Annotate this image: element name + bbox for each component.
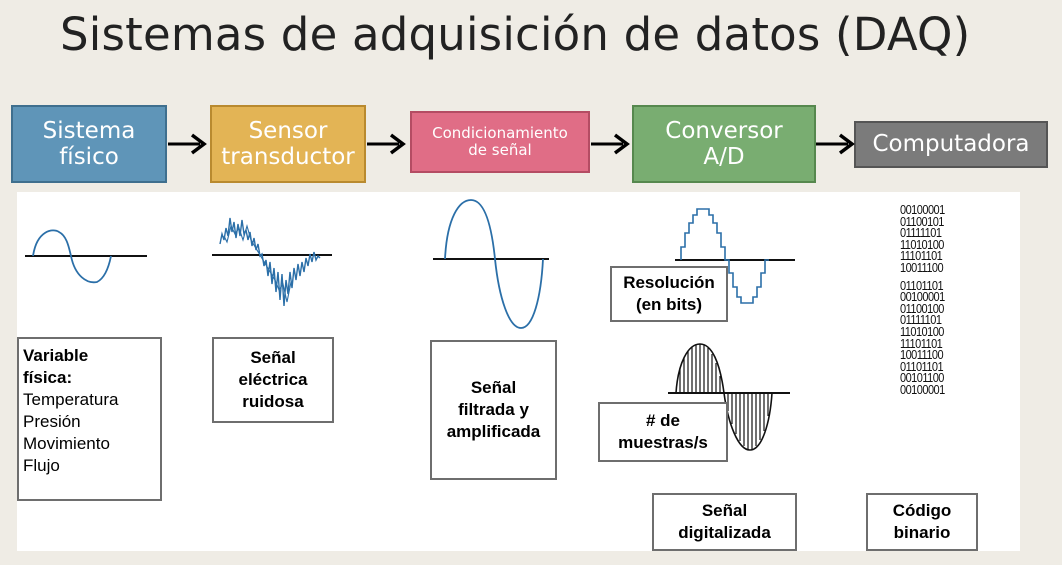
stage-line: Conversor <box>665 117 783 144</box>
stage-sensor-transducer <box>210 105 366 183</box>
stage-signal-conditioning <box>410 111 590 173</box>
binary-line: 01111101 <box>900 226 942 241</box>
binary-line: 11101101 <box>900 336 943 351</box>
label-line: Resolución <box>623 272 715 292</box>
label-item: Flujo <box>23 456 60 476</box>
binary-line: 01101101 <box>900 359 944 374</box>
label-line: Variable <box>23 346 89 365</box>
binary-line: 10011100 <box>900 260 944 275</box>
binary-code-column <box>900 205 953 397</box>
binary-line: 11010100 <box>900 237 944 252</box>
filtered-amplified-wave <box>433 198 553 338</box>
label-line: eléctrica <box>238 369 308 389</box>
label-physical-variable <box>17 337 162 501</box>
label-line: física: <box>23 368 73 388</box>
label-digitized-signal <box>652 493 797 551</box>
label-line: filtrada y <box>458 399 529 419</box>
label-line: Señal <box>470 377 517 397</box>
arrow-right-icon <box>168 132 210 156</box>
binary-line: 01101101 <box>900 278 944 293</box>
stage-computer <box>854 121 1048 168</box>
arrow-right-icon <box>816 132 858 156</box>
clean-sine-wave <box>25 220 150 295</box>
label-noisy-signal <box>212 337 334 423</box>
label-line: ruidosa <box>242 392 304 412</box>
binary-line: 01100101 <box>900 214 944 229</box>
stage-line: transductor <box>221 144 355 170</box>
label-line: muestras/s <box>618 433 708 452</box>
stage-line: Condicionamiento <box>432 123 568 142</box>
label-line: amplificada <box>446 422 541 442</box>
stage-ad-converter <box>632 105 816 183</box>
stage-physical-system <box>11 105 167 183</box>
stage-line: A/D <box>703 144 745 170</box>
stage-line: Computadora <box>872 131 1030 158</box>
stage-line: Sensor <box>248 117 328 144</box>
arrow-right-icon <box>367 132 409 156</box>
label-line: Señal <box>701 500 748 520</box>
label-binary-code <box>866 493 978 551</box>
label-line: (en bits) <box>635 295 703 314</box>
label-line: binario <box>893 523 951 542</box>
binary-line: 11010100 <box>900 324 944 339</box>
label-item: Temperatura <box>23 390 119 410</box>
stage-line: físico <box>59 144 119 170</box>
binary-line: 00101100 <box>900 371 944 386</box>
label-line: Código <box>892 500 952 520</box>
arrow-right-icon <box>591 132 633 156</box>
binary-line: 11101101 <box>900 249 943 264</box>
label-item: Presión <box>23 412 81 432</box>
binary-line: 00100001 <box>900 290 945 305</box>
binary-line: 00100001 <box>900 203 945 217</box>
binary-line: 10011100 <box>900 348 944 363</box>
label-line: digitalizada <box>678 523 771 542</box>
label-samples-per-second <box>598 402 728 462</box>
noisy-signal-wave <box>212 210 337 320</box>
stage-line: de señal <box>468 141 532 159</box>
label-line: # de <box>645 410 681 430</box>
binary-line: 01111101 <box>900 313 942 328</box>
binary-line: 00100001 <box>900 382 945 397</box>
label-line: Señal <box>250 347 296 367</box>
label-filtered-signal <box>430 340 557 480</box>
label-resolution <box>610 266 728 322</box>
stage-line: Sistema <box>42 117 136 144</box>
binary-line: 01100100 <box>900 301 944 316</box>
slide-title: Sistemas de adquisición de datos (DAQ) <box>60 8 971 61</box>
label-item: Movimiento <box>23 434 110 454</box>
